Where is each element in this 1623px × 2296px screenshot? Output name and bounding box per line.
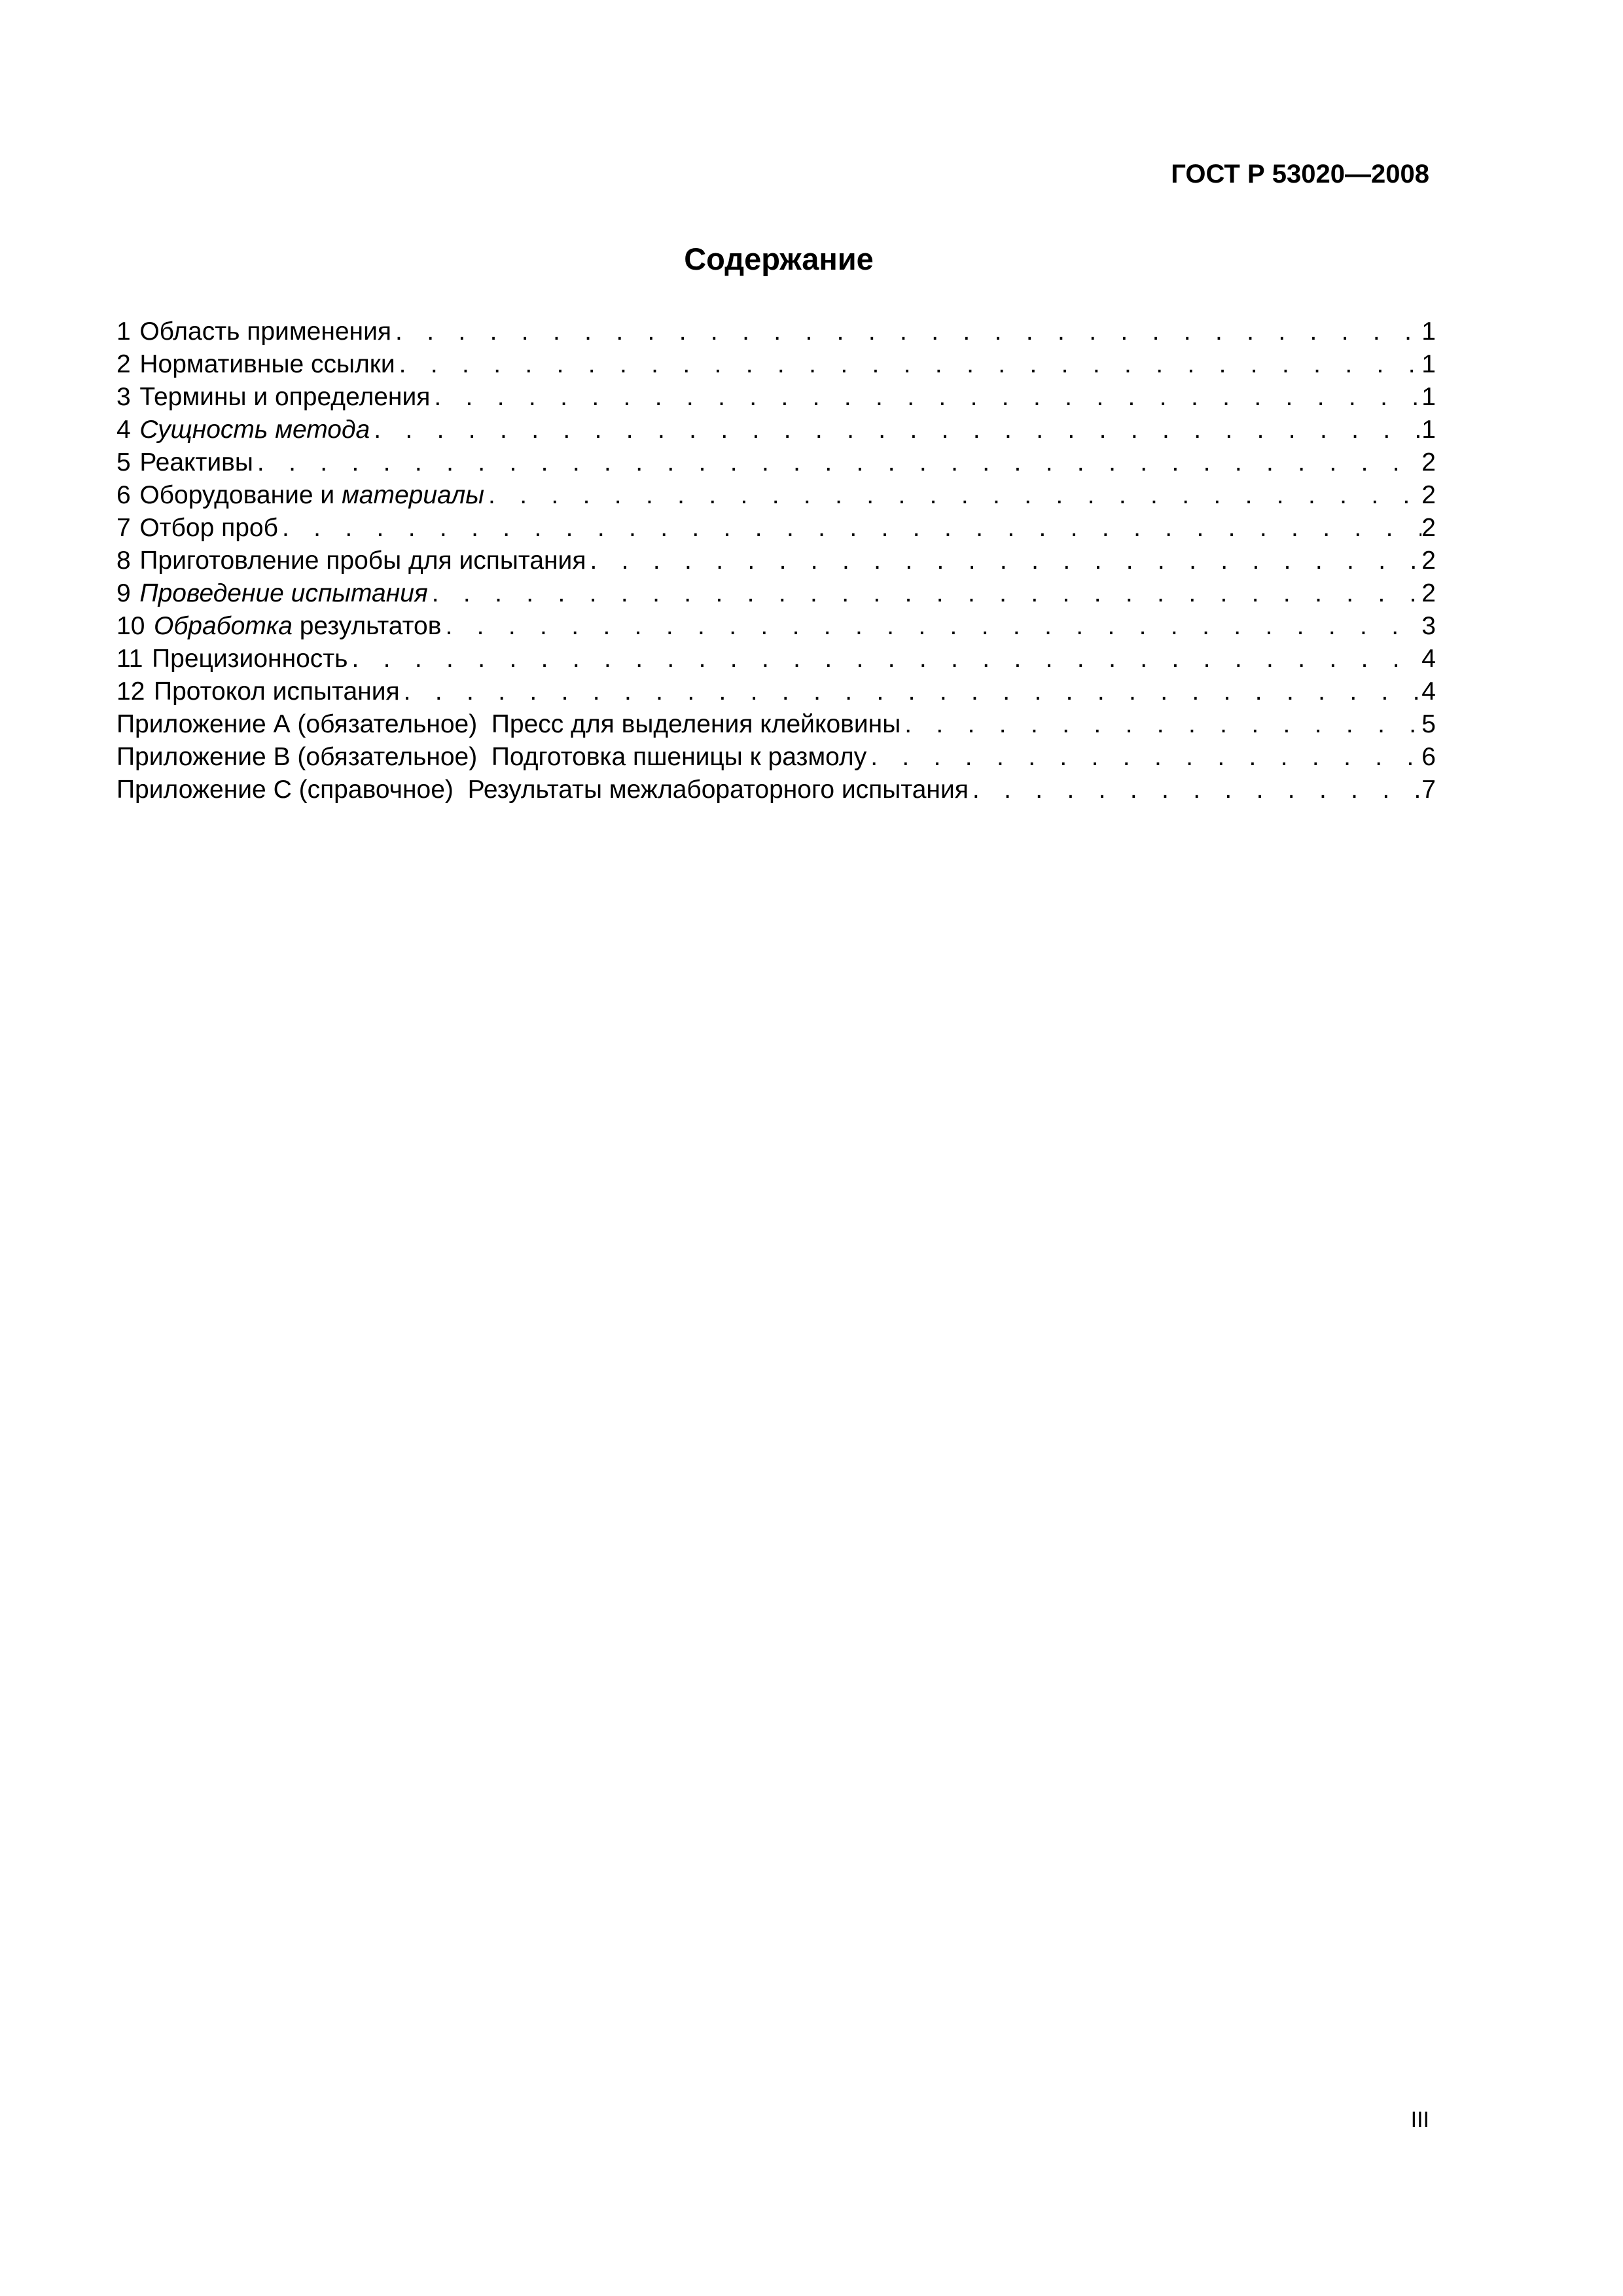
- toc-entry-page: 4: [1421, 645, 1436, 673]
- toc-entry-page: 2: [1421, 579, 1436, 607]
- toc-entry[interactable]: [116, 315, 1436, 348]
- toc-entry-number: 3: [116, 383, 131, 411]
- toc-entry-page: 2: [1421, 547, 1436, 575]
- toc-entry[interactable]: [116, 577, 1436, 610]
- dot-leader: [441, 610, 1421, 643]
- toc-entry[interactable]: [116, 479, 1436, 512]
- toc-entry-number: 5: [116, 448, 131, 476]
- dot-leader: [253, 446, 1421, 479]
- toc-entry-title: Приложение А (обязательное) Пресс для выделения клейковины: [116, 710, 901, 738]
- toc-entry-title: Сущность метода: [139, 416, 370, 444]
- toc-entry-number: 7: [116, 514, 131, 542]
- toc-entry-title: Протокол испытания: [154, 677, 400, 706]
- toc-entry[interactable]: [116, 675, 1436, 708]
- toc-entry-page: 1: [1421, 350, 1436, 378]
- dot-leader: [370, 414, 1421, 446]
- toc-entry[interactable]: [116, 381, 1436, 414]
- toc-entry-number: 9: [116, 579, 131, 607]
- toc-entry-title: Термины и определения: [139, 383, 431, 411]
- dot-leader: [428, 577, 1422, 610]
- toc-appendix-entry[interactable]: [116, 774, 1436, 806]
- toc-entry-title-part: материалы: [342, 481, 484, 509]
- toc-entry-number: 8: [116, 547, 131, 575]
- toc-entry[interactable]: [116, 610, 1436, 643]
- toc-entry-title-part: Оборудование и: [139, 481, 342, 509]
- toc-entry[interactable]: [116, 545, 1436, 577]
- toc-entry-number: 2: [116, 350, 131, 378]
- toc-entry-title: Отбор проб: [139, 514, 278, 542]
- toc-entry-title: Приложение В (обязательное) Подготовка пшеницы к размолу: [116, 743, 867, 771]
- toc-title: Содержание: [684, 242, 874, 276]
- toc-entry-number: 11: [116, 645, 143, 673]
- toc-entry-title: Область применения: [139, 317, 391, 346]
- toc-entry-title-part: Обработка: [154, 612, 293, 640]
- toc-entry[interactable]: [116, 414, 1436, 446]
- toc-entry-page: 6: [1421, 743, 1436, 771]
- toc-entry-number: 6: [116, 481, 131, 509]
- toc-entry-page: 4: [1421, 677, 1436, 706]
- toc-entry[interactable]: [116, 446, 1436, 479]
- toc-entry-page: 2: [1421, 481, 1436, 509]
- dot-leader: [969, 774, 1421, 806]
- toc-entry-title: Приложение С (справочное) Результаты межлабораторного испытания: [116, 776, 969, 804]
- toc-appendix-entry[interactable]: [116, 708, 1436, 741]
- toc-entry-title: [139, 479, 484, 512]
- toc-entry-page: 3: [1421, 612, 1436, 640]
- dot-leader: [901, 708, 1421, 741]
- toc-entry-number: 4: [116, 416, 131, 444]
- toc-entry-number: 10: [116, 612, 145, 640]
- toc-entry-title: Прецизионность: [152, 645, 348, 673]
- toc-entry-title: [154, 610, 441, 643]
- toc-entry-page: 1: [1421, 416, 1436, 444]
- toc-entry-number: 12: [116, 677, 145, 706]
- toc-entry-page: 5: [1421, 710, 1436, 738]
- toc-entry[interactable]: [116, 643, 1436, 675]
- toc-entry-title: Нормативные ссылки: [139, 350, 395, 378]
- toc-entry[interactable]: [116, 512, 1436, 545]
- dot-leader: [586, 545, 1421, 577]
- dot-leader: [400, 675, 1422, 708]
- toc-entry-title-part: результатов: [292, 612, 442, 640]
- toc-entry-number: 1: [116, 317, 131, 346]
- toc-entry-title: Проведение испытания: [139, 579, 428, 607]
- toc-entry-page: 7: [1421, 776, 1436, 804]
- dot-leader: [348, 643, 1421, 675]
- dot-leader: [484, 479, 1421, 512]
- dot-leader: [866, 741, 1421, 774]
- page-number: III: [1410, 2108, 1429, 2132]
- toc-entry-title: Приготовление пробы для испытания: [139, 547, 586, 575]
- toc-entry[interactable]: [116, 348, 1436, 381]
- dot-leader: [395, 348, 1422, 381]
- toc-entry-title: Реактивы: [139, 448, 253, 476]
- dot-leader: [278, 512, 1421, 545]
- dot-leader: [430, 381, 1421, 414]
- table-of-contents: [116, 315, 1436, 806]
- document-code: ГОСТ Р 53020—2008: [1171, 160, 1429, 188]
- toc-entry-page: 1: [1421, 317, 1436, 346]
- toc-entry-page: 2: [1421, 514, 1436, 542]
- toc-appendix-entry[interactable]: [116, 741, 1436, 774]
- toc-entry-page: 2: [1421, 448, 1436, 476]
- toc-entry-page: 1: [1421, 383, 1436, 411]
- dot-leader: [391, 315, 1421, 348]
